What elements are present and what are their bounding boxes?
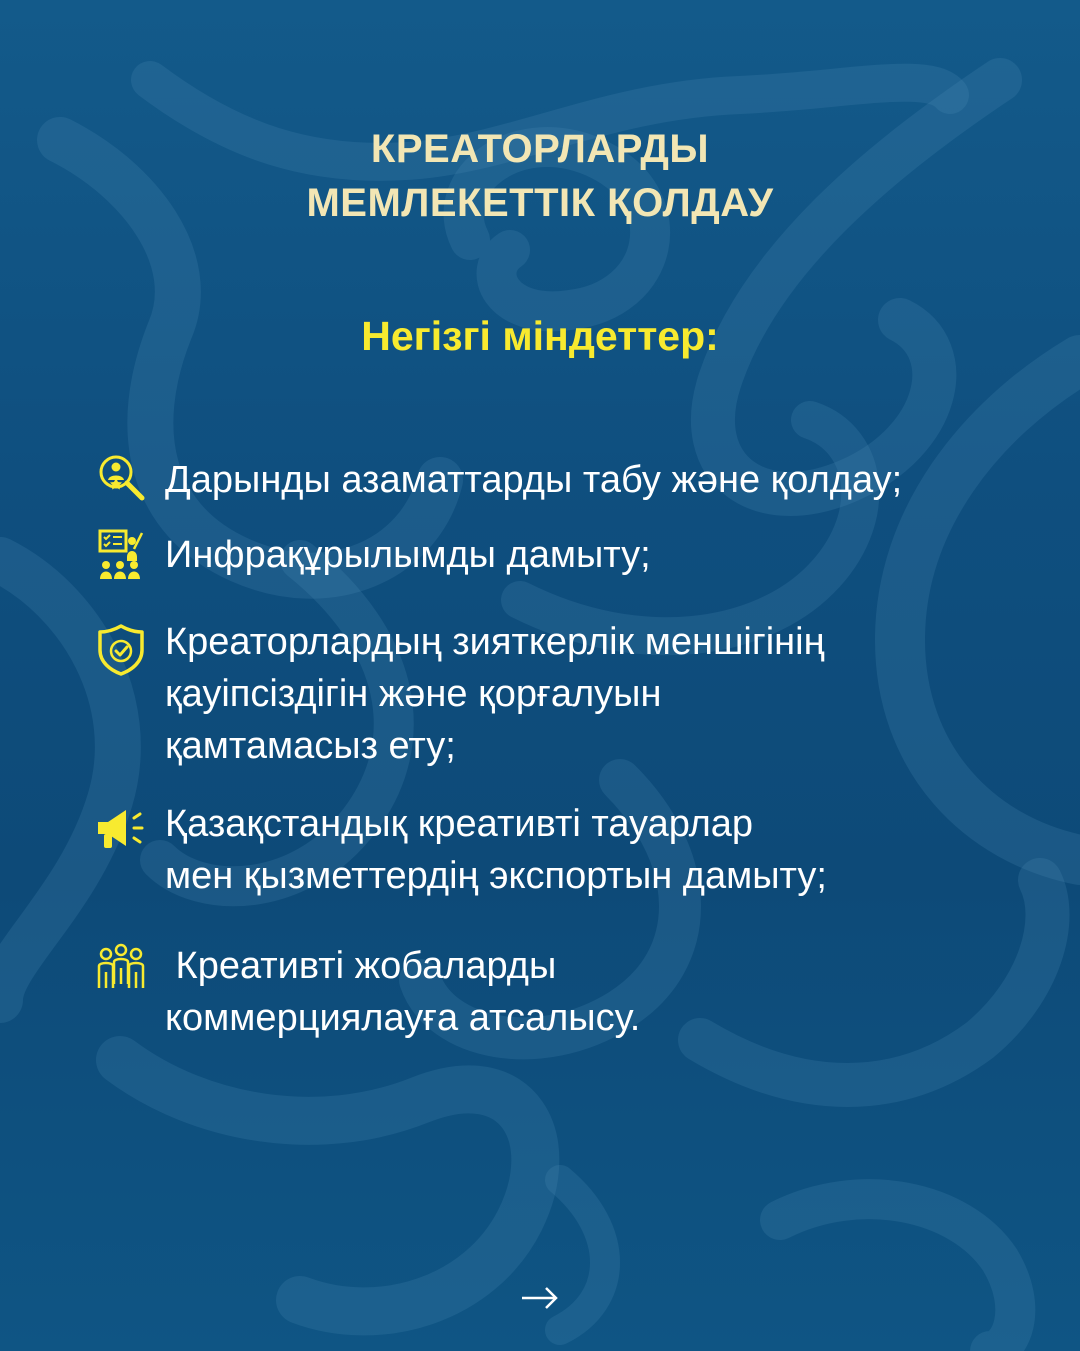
item-line: мен қызметтердің экспортын дамыту; (165, 855, 827, 897)
team-icon (94, 942, 150, 998)
item-line: Креативті жобаларды (165, 945, 557, 987)
shield-check-icon (94, 622, 150, 678)
subtitle: Негізгі міндеттер: (361, 313, 719, 359)
item-line: Дарынды азаматтарды табу және қолдау; (165, 459, 903, 501)
megaphone-icon (94, 802, 150, 858)
talent-search-icon (94, 452, 150, 508)
item-line: Қазақстандық креативті тауарлар (165, 803, 754, 845)
title-line-2: МЕМЛЕКЕТТІК ҚОЛДАУ (306, 181, 774, 225)
presentation-icon (94, 527, 150, 583)
title-line-1: КРЕАТОРЛАРДЫ (370, 127, 710, 171)
item-line: коммерциялауға атсалысу. (165, 997, 641, 1039)
page-title (0, 122, 1080, 230)
item-line: қауіпсіздігін және қорғалуын (165, 673, 662, 715)
item-line: Инфрақұрылымды дамыту; (165, 534, 651, 576)
item-line: Креаторлардың зияткерлік меншігінің (165, 621, 825, 663)
next-arrow-icon[interactable] (520, 1284, 560, 1312)
item-line: қамтамасыз ету; (165, 725, 456, 767)
